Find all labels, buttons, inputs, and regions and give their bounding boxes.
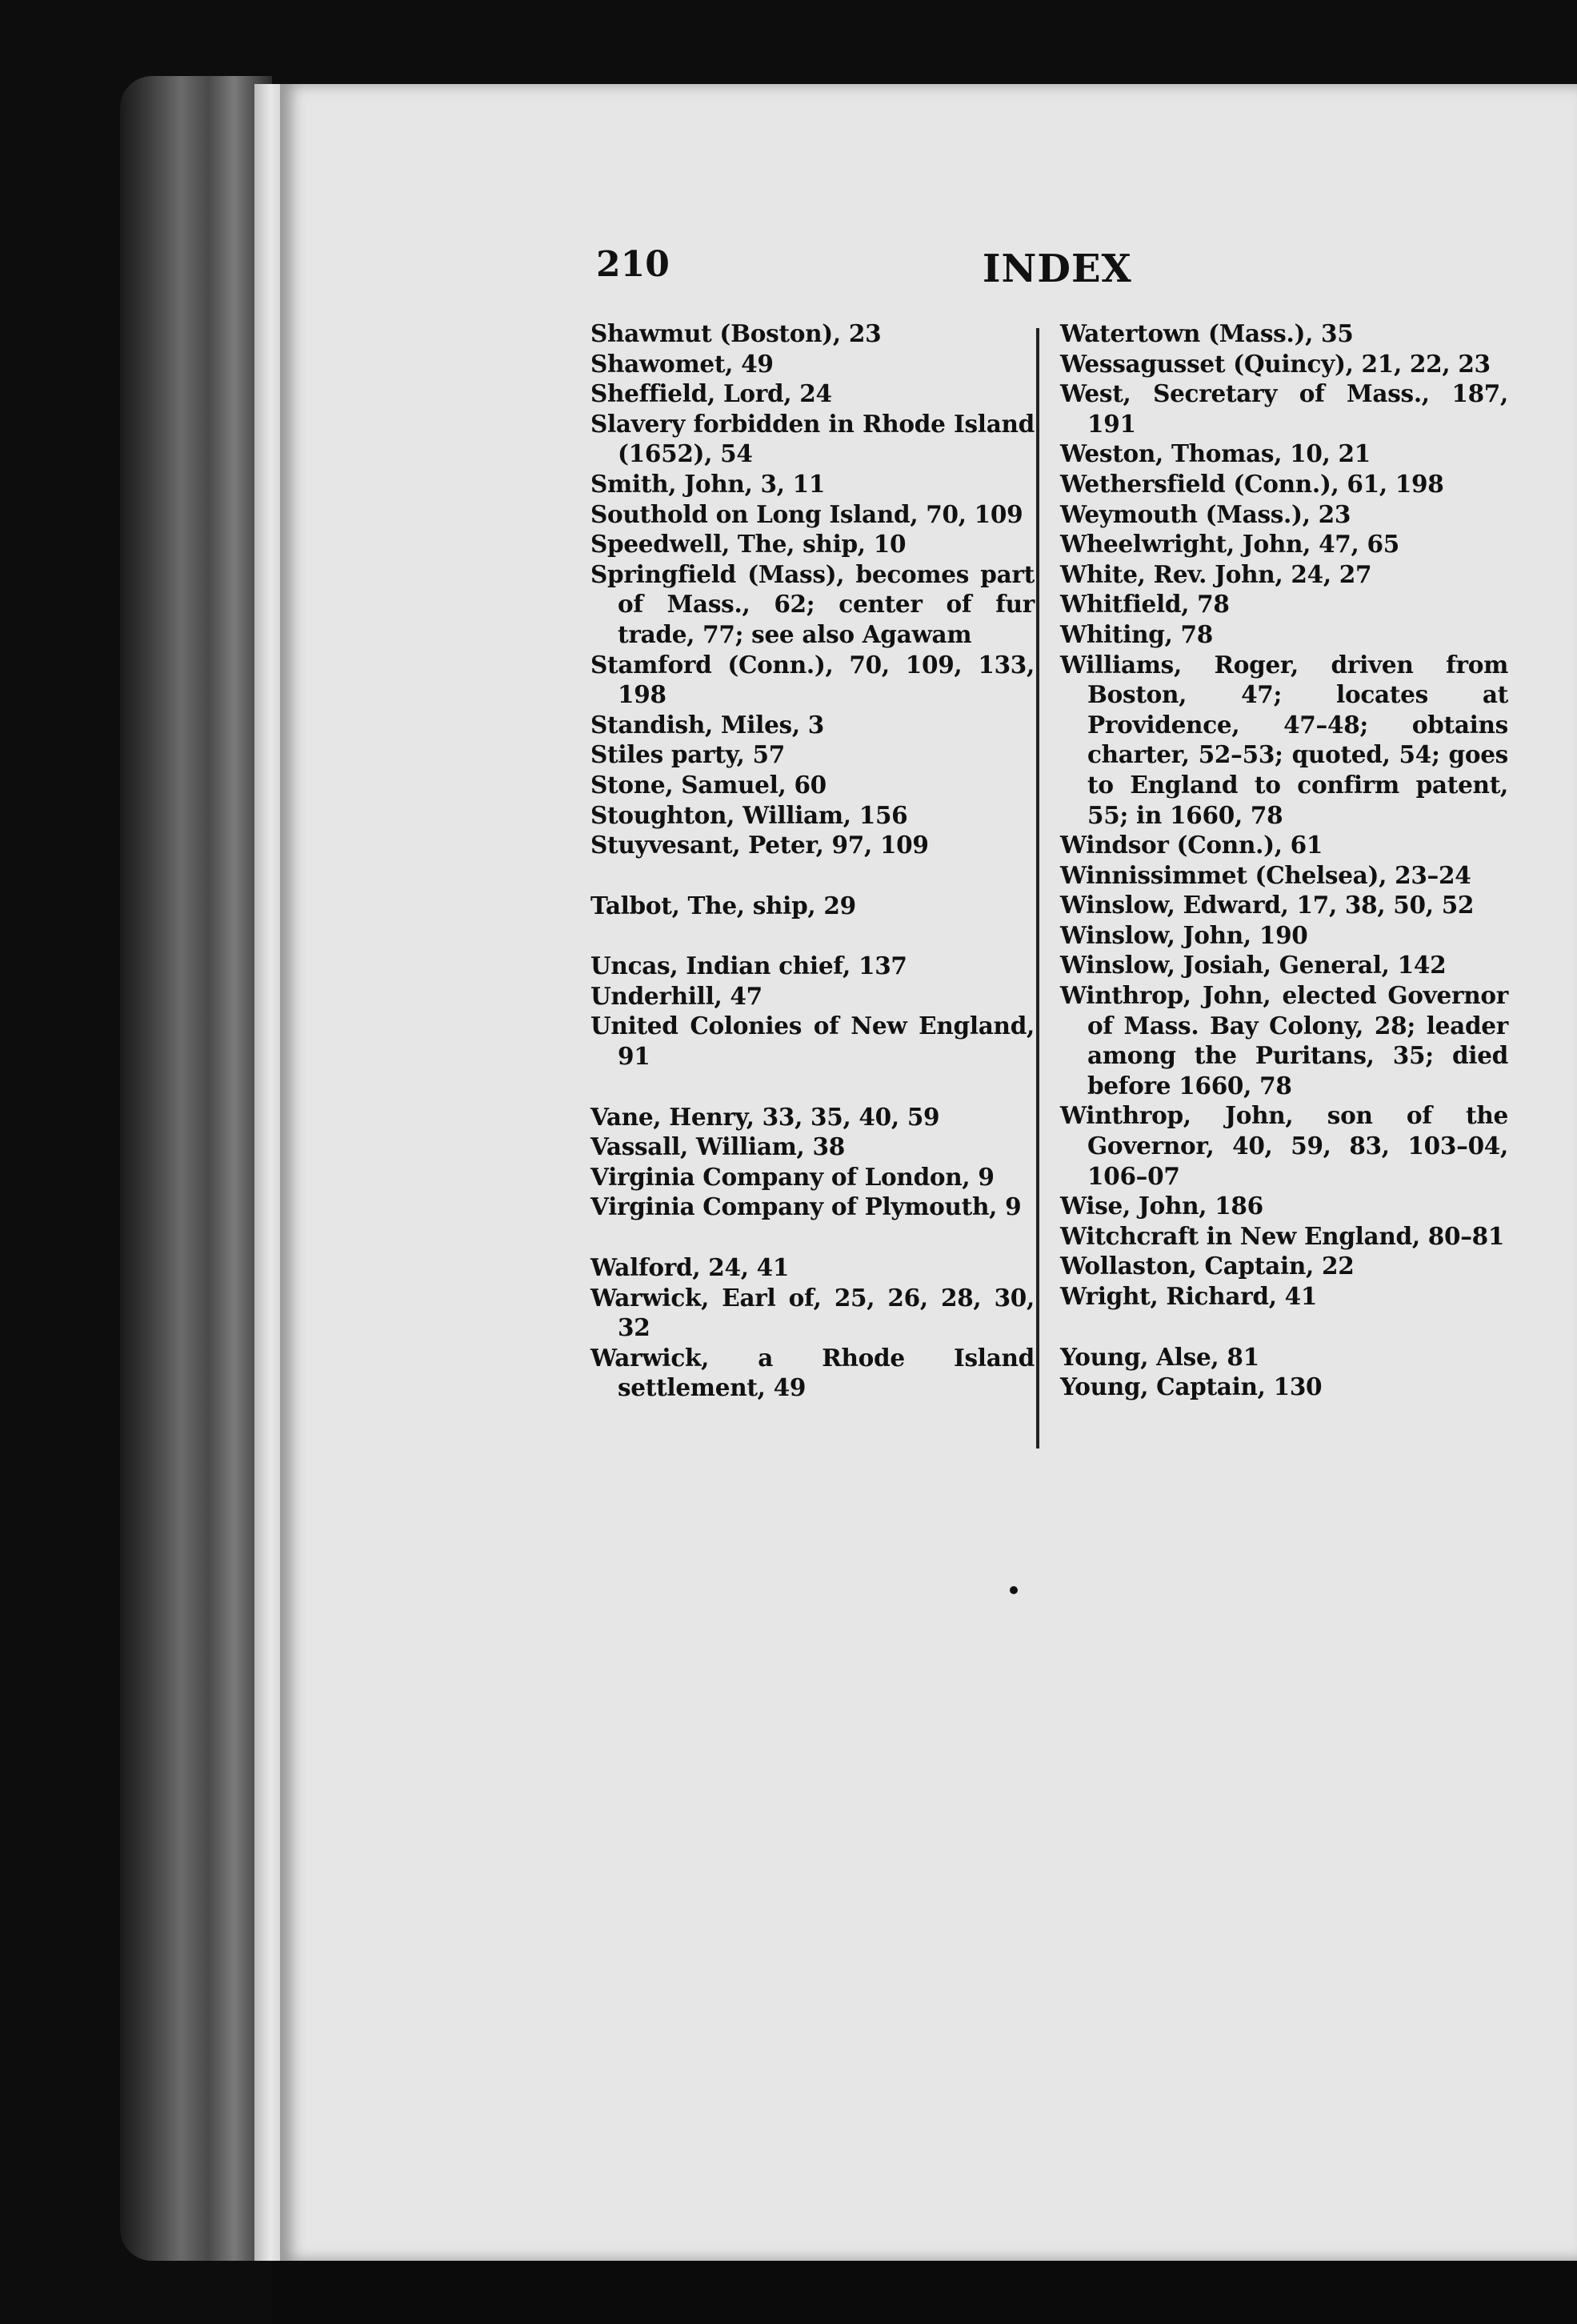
index-entry: United Colonies of New England, 91 bbox=[590, 1012, 1035, 1071]
index-entry: Whiting, 78 bbox=[1060, 619, 1213, 648]
index-entry: Windsor (Conn.), 61 bbox=[1060, 831, 1323, 859]
index-entry: Winthrop, John, son of the Governor, 40, 59, 83, 103–04, 106–07 bbox=[1060, 1101, 1508, 1190]
index-entry: Speedwell, The, ship, 10 bbox=[590, 530, 907, 559]
page-title: INDEX bbox=[983, 246, 1132, 291]
index-entry: Wessagusset (Quincy), 21, 22, 23 bbox=[1060, 349, 1491, 378]
index-entry: Young, Captain, 130 bbox=[1060, 1372, 1323, 1401]
index-entry: Winnissimmet (Chelsea), 23–24 bbox=[1060, 860, 1471, 889]
index-column-left bbox=[590, 319, 1035, 1403]
index-entry: Witchcraft in New England, 80–81 bbox=[1060, 1221, 1505, 1250]
index-entry: Sheffield, Lord, 24 bbox=[590, 379, 832, 408]
index-entry: Winslow, Edward, 17, 38, 50, 52 bbox=[1060, 891, 1475, 920]
index-entry: Young, Alse, 81 bbox=[1060, 1342, 1259, 1371]
index-entry: Whitfield, 78 bbox=[1060, 590, 1230, 619]
column-divider bbox=[1036, 328, 1039, 1448]
index-entry: Stoughton, William, 156 bbox=[590, 800, 908, 829]
index-entry: Williams, Roger, driven from Boston, 47; locates at Providence, 47–48; obtains charter, 52–53; quoted, 54; goes to England to confirm patent, 55; in 1660, 78 bbox=[1060, 650, 1508, 829]
index-entry: Walford, 24, 41 bbox=[590, 1253, 790, 1282]
index-entry: Smith, John, 3, 11 bbox=[590, 469, 826, 498]
index-entry: Wheelwright, John, 47, 65 bbox=[1060, 530, 1399, 559]
index-entry: Warwick, Earl of, 25, 26, 28, 30, 32 bbox=[590, 1283, 1035, 1342]
index-entry: Springfield (Mass), becomes part of Mass., 62; center of fur trade, 77; see also Agawam bbox=[590, 559, 1035, 648]
index-entry: Stone, Samuel, 60 bbox=[590, 770, 827, 799]
index-entry: Winthrop, John, elected Governor of Mass. Bay Colony, 28; leader among the Puritans, 35; died before 1660, 78 bbox=[1060, 981, 1508, 1100]
index-entry: Winslow, Josiah, General, 142 bbox=[1060, 951, 1447, 980]
index-entry: Weston, Thomas, 10, 21 bbox=[1060, 439, 1371, 468]
ink-speck bbox=[1010, 1586, 1018, 1594]
index-entry: White, Rev. John, 24, 27 bbox=[1060, 559, 1372, 588]
index-entry: Stuyvesant, Peter, 97, 109 bbox=[590, 831, 929, 859]
index-entry: Slavery forbidden in Rhode Island (1652), 54 bbox=[590, 409, 1035, 468]
index-entry: Wethersfield (Conn.), 61, 198 bbox=[1060, 469, 1444, 498]
index-entry: Standish, Miles, 3 bbox=[590, 710, 825, 739]
index-column-right bbox=[1060, 319, 1508, 1402]
index-entry: Wise, John, 186 bbox=[1060, 1192, 1263, 1220]
index-entry: Wollaston, Captain, 22 bbox=[1060, 1252, 1355, 1280]
index-entry: Uncas, Indian chief, 137 bbox=[590, 952, 907, 980]
bottom-shadow bbox=[272, 2261, 1577, 2324]
index-entry: Virginia Company of Plymouth, 9 bbox=[590, 1192, 1022, 1221]
index-entry: Virginia Company of London, 9 bbox=[590, 1162, 995, 1191]
index-entry: Shawmut (Boston), 23 bbox=[590, 319, 882, 347]
index-entry: Wright, Richard, 41 bbox=[1060, 1282, 1318, 1310]
index-entry: Shawomet, 49 bbox=[590, 349, 774, 378]
index-entry: Vane, Henry, 33, 35, 40, 59 bbox=[590, 1102, 940, 1131]
index-entry: Talbot, The, ship, 29 bbox=[590, 891, 856, 920]
index-entry: Warwick, a Rhode Island settlement, 49 bbox=[590, 1343, 1035, 1402]
index-entry: Vassall, William, 38 bbox=[590, 1132, 845, 1161]
index-entry: West, Secretary of Mass., 187, 191 bbox=[1060, 379, 1508, 438]
book-spine bbox=[120, 76, 272, 2261]
index-entry: Southold on Long Island, 70, 109 bbox=[590, 499, 1023, 528]
index-entry: Winslow, John, 190 bbox=[1060, 920, 1308, 949]
index-entry: Watertown (Mass.), 35 bbox=[1060, 319, 1354, 347]
page-number: 210 bbox=[596, 244, 670, 285]
index-entry: Stamford (Conn.), 70, 109, 133, 198 bbox=[590, 650, 1035, 709]
index-entry: Stiles party, 57 bbox=[590, 740, 786, 769]
index-entry: Underhill, 47 bbox=[590, 981, 762, 1010]
index-entry: Weymouth (Mass.), 23 bbox=[1060, 499, 1351, 528]
